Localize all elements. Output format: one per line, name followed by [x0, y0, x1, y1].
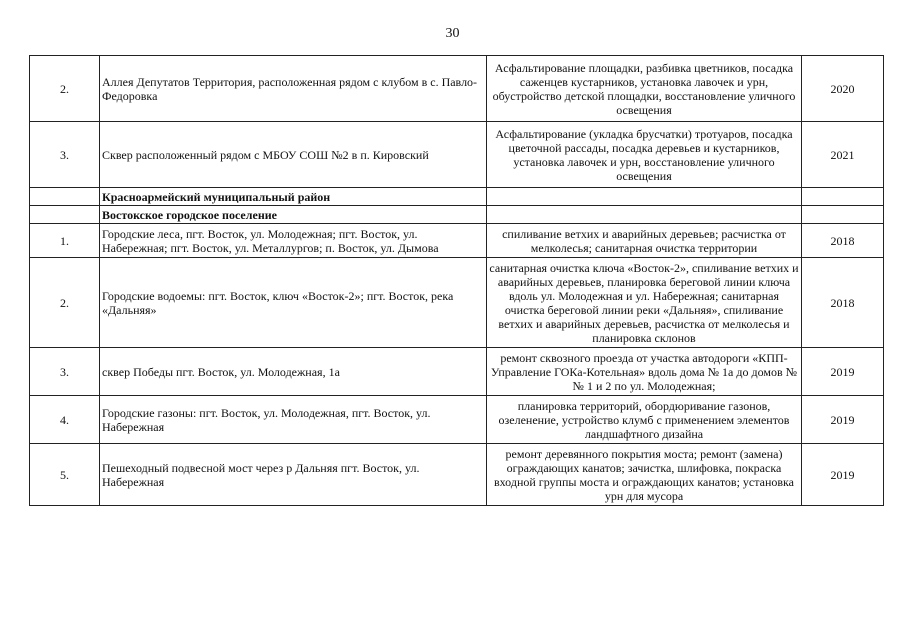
year: 2021	[802, 122, 884, 188]
empty-cell	[30, 188, 100, 206]
district-name: Красноармейский муниципальный район	[100, 188, 487, 206]
object-name: Аллея Депутатов Территория, расположенная рядом с клубом в с. Павло-Федоровка	[100, 56, 487, 122]
empty-cell	[802, 206, 884, 224]
object-name: сквер Победы пгт. Восток, ул. Молодежная, 1а	[100, 348, 487, 396]
table-row	[30, 444, 884, 506]
year: 2019	[802, 444, 884, 506]
row-number: 2.	[30, 258, 100, 348]
year: 2020	[802, 56, 884, 122]
row-number: 4.	[30, 396, 100, 444]
row-number: 5.	[30, 444, 100, 506]
settlement-header-row	[30, 206, 884, 224]
settlement-name: Востокское городское поселение	[100, 206, 487, 224]
works-description: ремонт деревянного покрытия моста; ремонт (замена) ограждающих канатов; зачистка, шлифовка, покраска входной группы моста и ограждающих канатов; установка урн для мусора	[487, 444, 802, 506]
works-description: ремонт сквозного проезда от участка автодороги «КПП-Управление ГОКа-Котельная» вдоль дома № 1а до домов №№ 1 и 2 по ул. Молодежная;	[487, 348, 802, 396]
empty-cell	[487, 206, 802, 224]
object-name: Пешеходный подвесной мост через р Дальняя пгт. Восток, ул. Набережная	[100, 444, 487, 506]
table-row	[30, 224, 884, 258]
object-name: Городские водоемы: пгт. Восток, ключ «Восток-2»; пгт. Восток, река «Дальняя»	[100, 258, 487, 348]
row-number: 2.	[30, 56, 100, 122]
row-number: 3.	[30, 122, 100, 188]
page-number: 30	[445, 26, 460, 41]
year: 2018	[802, 224, 884, 258]
district-header-row	[30, 188, 884, 206]
works-description: Асфальтирование (укладка брусчатки) тротуаров, посадка цветочной рассады, посадка деревьев и кустарников, установка лавочек и урн, восстановление уличного освещения	[487, 122, 802, 188]
works-description: санитарная очистка ключа «Восток-2», спиливание ветхих и аварийных деревьев, планировка береговой линии ключа вдоль ул. Молодежная и ул. Набережная; санитарная очистка береговой линии реки «Дальняя», спиливание ветхих и аварийных деревьев, расчистка от мелколесья и планировка склонов	[487, 258, 802, 348]
empty-cell	[487, 188, 802, 206]
year: 2019	[802, 396, 884, 444]
object-name: Городские леса, пгт. Восток, ул. Молодежная; пгт. Восток, ул. Набережная; пгт. Восток, ул. Металлургов; п. Восток, ул. Дымова	[100, 224, 487, 258]
works-description: планировка территорий, обордюривание газонов, озеленение, устройство клумб с применением элементов ландшафтного дизайна	[487, 396, 802, 444]
table-row	[30, 56, 884, 122]
year: 2018	[802, 258, 884, 348]
table-row	[30, 348, 884, 396]
works-description: Асфальтирование площадки, разбивка цветников, посадка саженцев кустарников, установка лавочек и урн, обустройство детской площадки, восстановление уличного освещения	[487, 56, 802, 122]
row-number: 1.	[30, 224, 100, 258]
object-name: Городские газоны: пгт. Восток, ул. Молодежная, пгт. Восток, ул. Набережная	[100, 396, 487, 444]
improvement-table	[29, 55, 884, 506]
empty-cell	[30, 206, 100, 224]
table-row	[30, 258, 884, 348]
works-description: спиливание ветхих и аварийных деревьев; расчистка от мелколесья; санитарная очистка территории	[487, 224, 802, 258]
object-name: Сквер расположенный рядом с МБОУ СОШ №2 в п. Кировский	[100, 122, 487, 188]
year: 2019	[802, 348, 884, 396]
table-row	[30, 122, 884, 188]
table-row	[30, 396, 884, 444]
empty-cell	[802, 188, 884, 206]
row-number: 3.	[30, 348, 100, 396]
